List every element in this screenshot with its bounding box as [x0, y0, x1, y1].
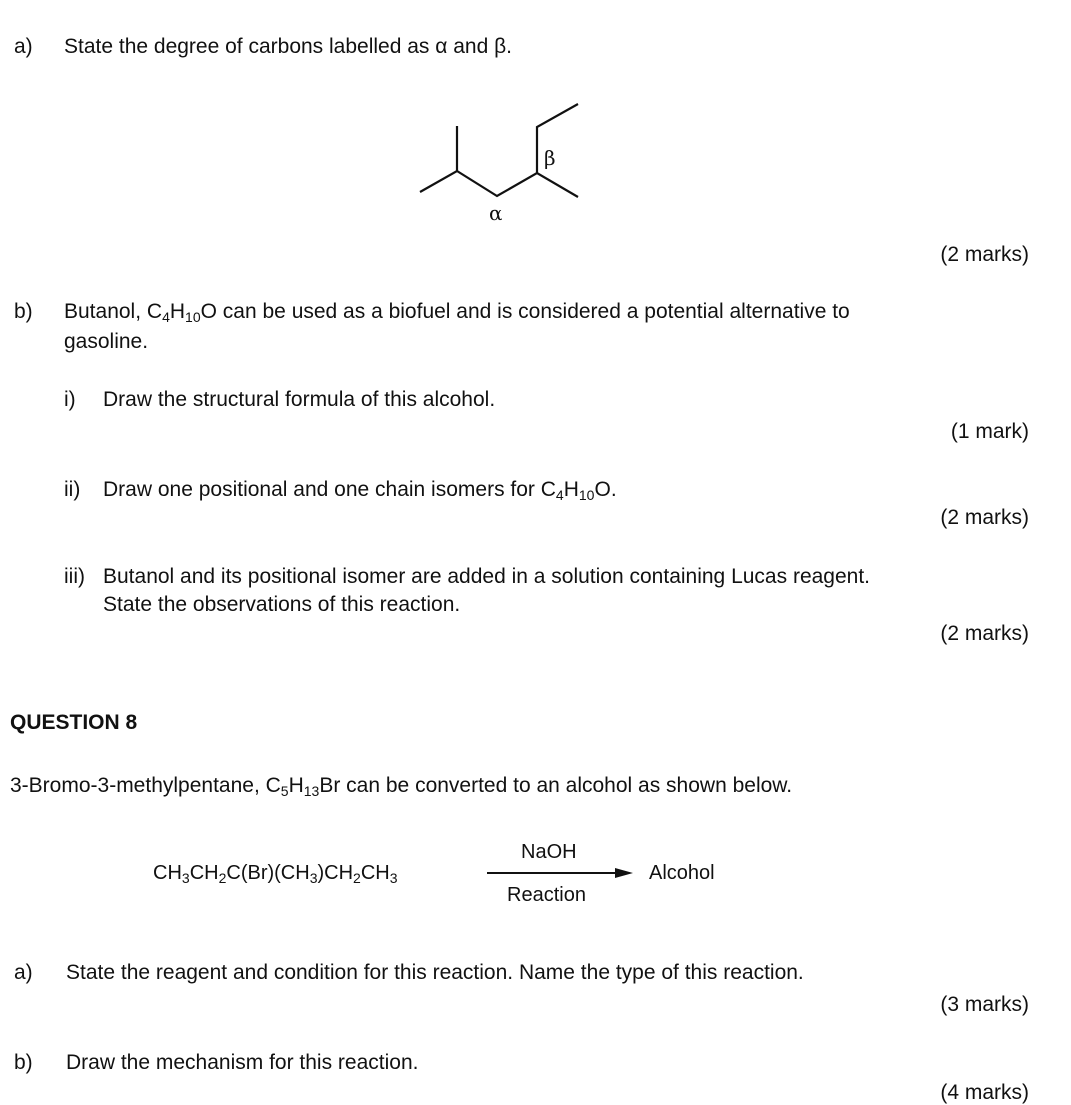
part-b-iii-question: Butanol and its positional isomer are added in a solution containing Lucas reagent.	[103, 565, 871, 588]
carbon-chain	[420, 171, 578, 197]
chemical-formula: $C_4H_{10}O$	[540, 478, 611, 503]
q8-b-question: Draw the mechanism for this reaction.	[66, 1051, 419, 1074]
chemical-formula: $C_4H_{10}O$	[146, 300, 217, 325]
product-label: Alcohol	[649, 862, 715, 884]
part-b-i-label: i)	[64, 388, 76, 411]
part-b-iii-label: iii)	[64, 565, 85, 588]
part-b-iii-question-line2: State the observations of this reaction.	[103, 593, 461, 616]
part-a-question: State the degree of carbons labelled as α and β.	[64, 35, 513, 58]
part-b-ii-question: Draw one positional and one chain isomers for $C_4H_{10}O$.	[103, 478, 617, 503]
part-b-ii-label: ii)	[64, 478, 81, 501]
chemical-formula: $C_5H_{13}Br$	[265, 774, 341, 799]
skeletal-structure	[0, 0, 1071, 260]
beta-label: β	[544, 146, 556, 170]
q8-a-label: a)	[14, 961, 33, 984]
question-8-intro: 3-Bromo-3-methylpentane, $C_5H_{13}Br$ can be converted to an alcohol as shown below.	[10, 774, 793, 799]
question-8-heading: QUESTION 8	[10, 711, 138, 734]
chemical-formula: $CH_3CH_2C(Br)(CH_3)CH_2CH_3$	[153, 862, 398, 886]
part-b-ii-marks: (2 marks)	[940, 506, 1029, 529]
part-b-question-line2: gasoline.	[64, 330, 149, 353]
part-b-label: b)	[14, 300, 33, 323]
reagent-label: NaOH	[521, 841, 577, 863]
part-b-iii-marks: (2 marks)	[940, 622, 1029, 645]
part-b-question: Butanol, $C_4H_{10}O$ can be used as a biofuel and is considered a potential alternative to	[64, 300, 850, 325]
q8-b-label: b)	[14, 1051, 33, 1074]
reactant-formula	[153, 860, 398, 886]
q8-a-marks: (3 marks)	[940, 993, 1029, 1016]
reaction-arrow	[485, 866, 635, 880]
part-b-i-marks: (1 mark)	[950, 420, 1029, 443]
q8-a-question: State the reagent and condition for this reaction. Name the type of this reaction.	[66, 961, 804, 984]
part-a-label: a)	[14, 35, 33, 58]
q8-b-marks: (4 marks)	[940, 1081, 1029, 1104]
condition-label: Reaction	[507, 884, 586, 906]
part-a-marks: (2 marks)	[940, 243, 1029, 266]
part-b-i-question: Draw the structural formula of this alcohol.	[103, 388, 496, 411]
alpha-label: α	[489, 201, 503, 225]
